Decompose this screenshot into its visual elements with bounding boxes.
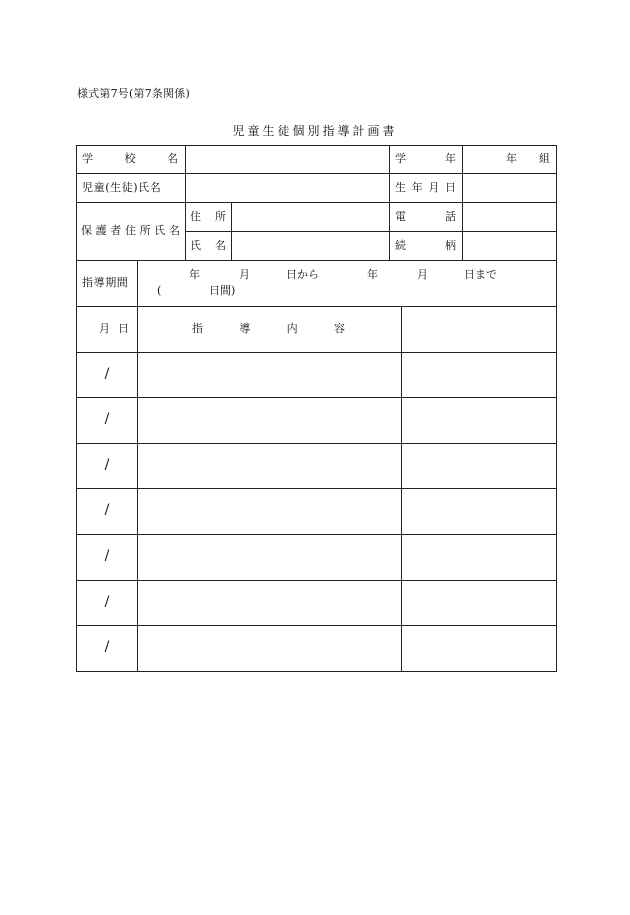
- row-line: [76, 173, 557, 174]
- label-char: 電: [395, 210, 406, 223]
- row-line: [76, 306, 557, 307]
- row-line: [185, 231, 557, 232]
- col-line: [185, 145, 186, 260]
- label-char: 保: [81, 224, 92, 237]
- label-relationship: [395, 239, 456, 253]
- label-char: 所: [139, 224, 151, 237]
- label-guidance-content: [192, 322, 345, 336]
- label-char: 校: [124, 152, 136, 165]
- entry-date-slash: /: [104, 548, 110, 564]
- entry-date-slash: /: [104, 502, 110, 518]
- label-char: 日: [118, 322, 129, 335]
- row-line: [76, 260, 557, 261]
- col-line: [389, 145, 390, 260]
- label-char: 続: [395, 239, 406, 252]
- label-grade-class-year: 年: [506, 152, 517, 165]
- label-student-name: 児童(生徒)氏名: [82, 181, 162, 194]
- label-grade-class-group: 組: [539, 152, 550, 165]
- period-to-month: 月: [417, 268, 428, 281]
- label-char: 指: [192, 322, 203, 335]
- row-line: [76, 443, 557, 444]
- label-char: 護: [95, 224, 107, 237]
- table-border-bottom: [76, 671, 557, 672]
- col-line: [462, 145, 463, 260]
- label-month-day: [99, 322, 129, 336]
- label-grade: [395, 152, 456, 166]
- label-name: [190, 239, 226, 253]
- label-birthdate: [395, 181, 456, 195]
- label-phone: [395, 210, 456, 224]
- col-line: [137, 260, 138, 671]
- table-border-left: [76, 145, 77, 672]
- row-line: [76, 397, 557, 398]
- period-from-day: 日から: [286, 268, 319, 281]
- label-char: 所: [215, 210, 226, 223]
- label-char: 容: [333, 322, 345, 335]
- row-line: [76, 534, 557, 535]
- label-char: 生: [395, 181, 406, 194]
- entry-date-slash: /: [104, 639, 110, 655]
- period-from-month: 月: [239, 268, 250, 281]
- table-border-right: [556, 145, 557, 672]
- table-border-top: [76, 145, 557, 146]
- label-guardian: [81, 224, 180, 238]
- row-line: [76, 580, 557, 581]
- label-char: 名: [168, 224, 180, 237]
- label-char: 話: [445, 210, 456, 223]
- entry-date-slash: /: [104, 594, 110, 610]
- label-char: 氏: [190, 239, 201, 252]
- label-school-name: [82, 152, 178, 166]
- label-address: [190, 210, 226, 224]
- label-char: 名: [167, 152, 178, 165]
- label-char: 月: [99, 322, 110, 335]
- label-char: 柄: [445, 239, 456, 252]
- label-char: 年: [411, 181, 423, 194]
- entry-date-slash: /: [104, 366, 110, 382]
- period-from-year: 年: [189, 268, 200, 281]
- label-char: 年: [445, 152, 456, 165]
- col-line: [401, 306, 402, 671]
- row-line: [76, 352, 557, 353]
- label-char: 導: [239, 322, 251, 335]
- row-line: [76, 488, 557, 489]
- entry-date-slash: /: [104, 457, 110, 473]
- label-guidance-period: 指導期間: [82, 276, 129, 289]
- label-char: 名: [215, 239, 226, 252]
- label-char: 学: [82, 152, 93, 165]
- label-char: 住: [190, 210, 201, 223]
- col-line: [231, 202, 232, 260]
- form-reference: 様式第7号(第7条関係): [77, 87, 190, 100]
- label-char: 内: [286, 322, 298, 335]
- label-char: 住: [124, 224, 136, 237]
- entry-date-slash: /: [104, 411, 110, 427]
- period-days-close: 日間): [209, 284, 236, 297]
- row-line: [76, 202, 557, 203]
- period-to-year: 年: [367, 268, 378, 281]
- label-char: 日: [444, 181, 456, 194]
- period-days-open: (: [157, 284, 162, 297]
- document-title: 児童生徒個別指導計画書: [232, 124, 398, 138]
- period-to-day: 日まで: [464, 268, 497, 281]
- label-char: 学: [395, 152, 406, 165]
- label-char: 氏: [154, 224, 166, 237]
- label-char: 月: [428, 181, 440, 194]
- row-line: [76, 625, 557, 626]
- label-char: 者: [110, 224, 122, 237]
